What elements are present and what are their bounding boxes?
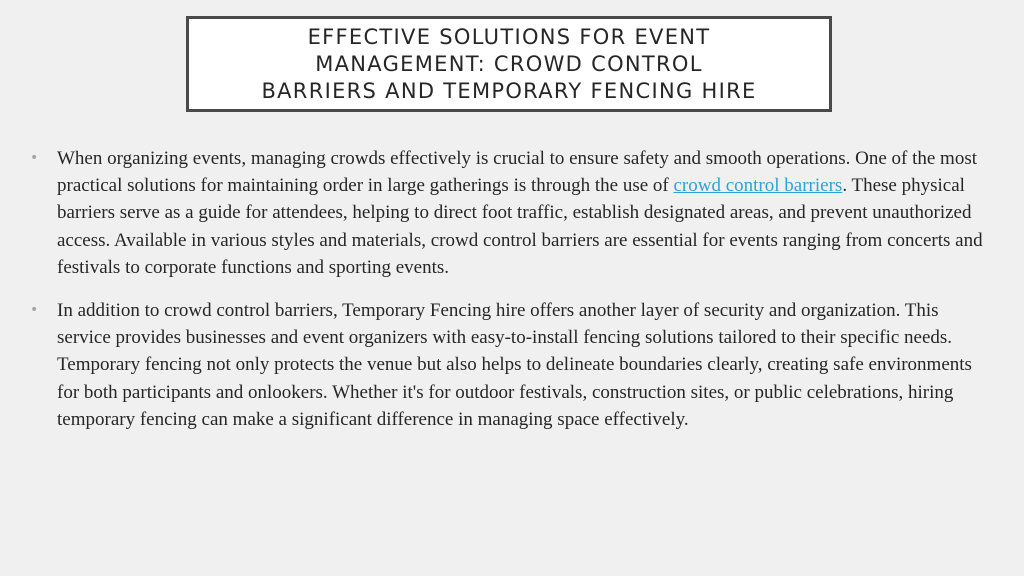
title-line-1: EFFECTIVE SOLUTIONS FOR EVENT: [307, 24, 711, 49]
bullet-paragraph-1: [30, 145, 990, 281]
bullet-dot: •: [30, 150, 39, 166]
title-line-3: BARRIERS AND TEMPORARY FENCING HIRE: [261, 78, 757, 103]
title-box: [186, 16, 832, 112]
crowd-control-barriers-link[interactable]: crowd control barriers: [673, 175, 843, 197]
paragraph-1-text-after: . These physical barriers serve as a guide for attendees, helping to direct foot traffic, establish designated areas, and prevent unauthorized access. Available in various styles and materials, crowd control barriers are essential for events ranging from concerts and festivals to corporate functions and sporting events.: [57, 175, 983, 278]
paragraph-1-text-before: When organizing events, managing crowds effectively is crucial to ensure safety and smooth operations. One of the most practical solutions for maintaining order in large gatherings is through the use of: [57, 148, 978, 197]
paragraph-2-text: In addition to crowd control barriers, Temporary Fencing hire offers another layer of security and organization. This service provides businesses and event organizers with easy-to-install fencing solutions tailored to their specific needs. Temporary fencing not only protects the venue but also helps to delineate boundaries clearly, creating safe environments for both participants and onlookers. Whether it's for outdoor festivals, construction sites, or public celebrations, hiring temporary fencing can make a significant difference in managing space effectively.: [57, 300, 972, 430]
bullet-dot: •: [30, 302, 39, 319]
title-line-2: MANAGEMENT: CROWD CONTROL: [315, 51, 703, 76]
bullet-list: [30, 145, 990, 449]
slide-title: [261, 24, 756, 105]
bullet-paragraph-2: [30, 297, 990, 433]
